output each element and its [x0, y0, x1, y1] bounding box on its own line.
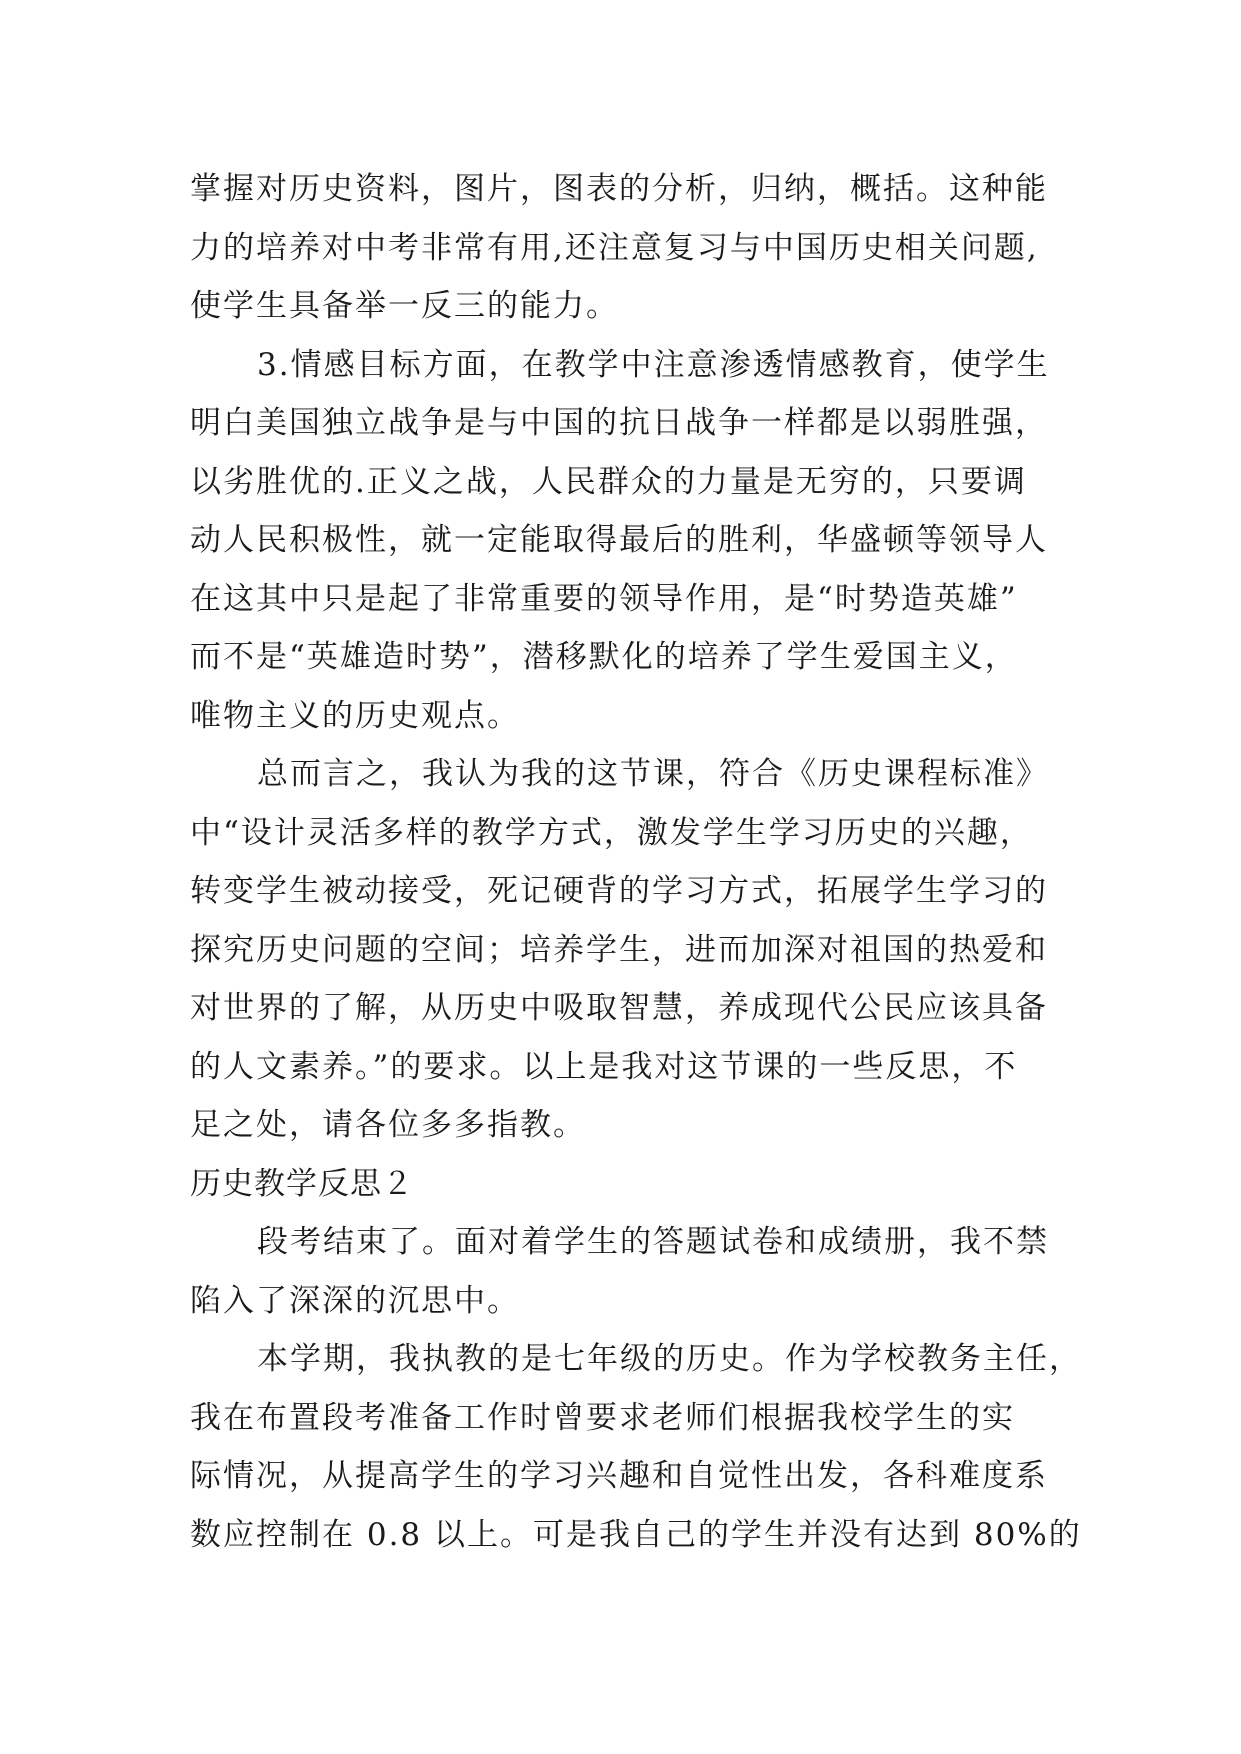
text-line: 转变学生被动接受，死记硬背的学习方式，拓展学生学习的 [190, 873, 1048, 909]
document-body [190, 160, 1080, 1564]
text-line: 在这其中只是起了非常重要的领导作用，是“时势造英雄” [190, 580, 1018, 617]
text-line: 而不是“英雄造时势”，潜移默化的培养了学生爱国主义， [190, 639, 1018, 675]
paragraph-start-line: 总而言之，我认为我的这节课，符合《历史课程标准》 [257, 756, 1049, 792]
text-line: 我在布置段考准备工作时曾要求老师们根据我校学生的实 [190, 1399, 1015, 1436]
text-line: 足之处，请各位多多指教。 [190, 1107, 586, 1143]
paragraph-start-line: 本学期，我执教的是七年级的历史。作为学校教务主任， [257, 1341, 1082, 1377]
text-line: 力的培养对中考非常有用,还注意复习与中国历史相关问题, [190, 229, 1039, 266]
text-line: 陷入了深深的沉思中。 [190, 1282, 520, 1319]
text-line: 中“设计灵活多样的教学方式，激发学生学习历史的兴趣， [190, 814, 1033, 851]
text-line: 以劣胜优的.正义之战，人民群众的力量是无穷的，只要调 [190, 463, 1027, 500]
text-line: 唯物主义的历史观点。 [190, 697, 520, 734]
text-line: 数应控制在 0.8 以上。可是我自己的学生并没有达到 80%的 [190, 1516, 1082, 1553]
text-line: 使学生具备举一反三的能力。 [190, 288, 619, 324]
text-line: 际情况，从提高学生的学习兴趣和自觉性出发，各科难度系 [190, 1458, 1048, 1494]
text-line: 掌握对历史资料，图片，图表的分析，归纳，概括。这种能 [190, 171, 1048, 207]
text-line: 明白美国独立战争是与中国的抗日战争一样都是以弱胜强， [190, 405, 1048, 441]
text-line: 动人民积极性，就一定能取得最后的胜利，华盛顿等领导人 [190, 522, 1048, 558]
text-line: 的人文素养。”的要求。以上是我对这节课的一些反思，不 [190, 1048, 1018, 1085]
paragraph-start-line: 段考结束了。面对着学生的答题试卷和成绩册，我不禁 [257, 1224, 1049, 1260]
paragraph-start-line: 3.情感目标方面，在教学中注意渗透情感教育，使学生 [257, 346, 1050, 383]
section-heading: 历史教学反思２ [190, 1165, 414, 1202]
text-line: 探究历史问题的空间；培养学生，进而加深对祖国的热爱和 [190, 931, 1048, 968]
text-line: 对世界的了解，从历史中吸取智慧，养成现代公民应该具备 [190, 990, 1048, 1026]
